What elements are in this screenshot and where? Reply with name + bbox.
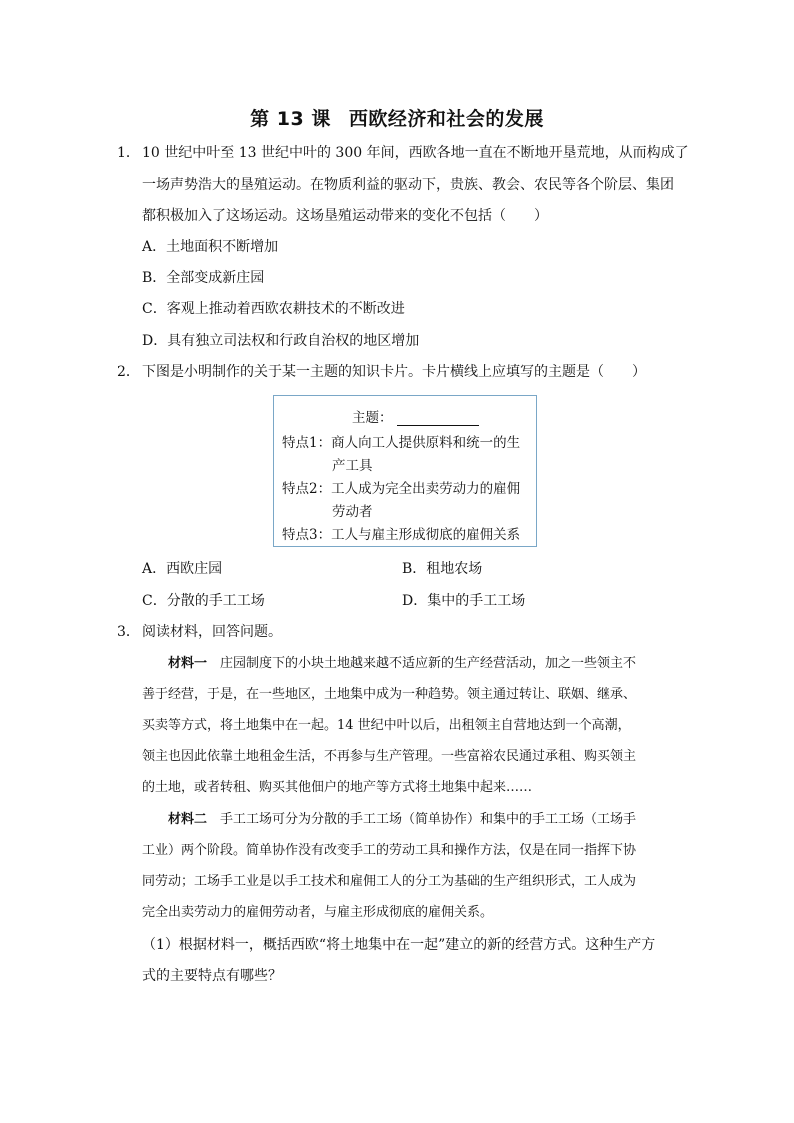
feature-text: 工人与雇主形成彻底的雇佣关系 [331, 527, 521, 543]
question-stem-line: 10 世纪中叶至 13 世纪中叶的 300 年间，西欧各地一直在不断地开垦荒地，从而构成了 [142, 145, 689, 161]
material-line: 买卖等方式，将土地集中在一起。14 世纪中叶以后，出租领主自营地达到一个高潮， [142, 718, 631, 733]
question-number: 3． [117, 624, 140, 640]
lesson-name: 西欧经济和社会的发展 [348, 108, 544, 130]
material-line: 工业）两个阶段。简单协作没有改变手工的劳动工具和操作方法，仅是在同一指挥下协 [142, 843, 637, 858]
feature-text: 劳动者 [332, 504, 373, 520]
feature-text: 商人向工人提供原料和统一的生 [331, 435, 521, 451]
option-a[interactable]: A．西欧庄园 [142, 561, 223, 577]
option-b[interactable]: B．全部变成新庄园 [142, 270, 265, 286]
feature-label: 特点3： [282, 527, 332, 543]
feature-text: 工人成为完全出卖劳动力的雇佣 [331, 481, 521, 497]
material-line: 善于经营，于是，在一些地区，土地集中成为一种趋势。领主通过转让、联姻、继承、 [142, 687, 637, 702]
material-line: 手工工场可分为分散的手工工场（简单协作）和集中的手工工场（工场手 [220, 812, 637, 827]
card-theme-row [352, 406, 479, 426]
knowledge-card [273, 395, 537, 547]
option-c[interactable]: C．分散的手工工场 [142, 593, 265, 609]
material-line: 的土地，或者转租、购买其他佃户的地产等方式将土地集中起来…… [142, 780, 533, 795]
material-line: 领主也因此依靠土地租金生活，不再参与生产管理。一些富裕农民通过承租、购买领主 [142, 749, 637, 764]
card-feature-3 [282, 523, 520, 543]
option-d[interactable]: D．具有独立司法权和行政自治权的地区增加 [142, 333, 420, 349]
card-theme-label: 主题： [352, 410, 393, 426]
option-c[interactable]: C．客观上推动着西欧农耕技术的不断改进 [142, 301, 405, 317]
question-number: 1． [117, 145, 140, 161]
card-feature-1 [282, 431, 520, 451]
material-line: 庄园制度下的小块土地越来越不适应新的生产经营活动，加之一些领主不 [220, 656, 637, 671]
lesson-number: 第 13 课 [250, 108, 331, 130]
question-stem-line: 下图是小明制作的关于某一主题的知识卡片。卡片横线上应填写的主题是（ ） [142, 364, 646, 380]
material-label: 材料二 [168, 812, 208, 827]
material-label: 材料一 [168, 656, 208, 671]
material-line: 完全出卖劳动力的雇佣劳动者，与雇主形成彻底的雇佣关系。 [142, 905, 494, 920]
question-stem-line: 都积极加入了这场运动。这场垦殖运动带来的变化不包括（ ） [142, 208, 548, 224]
feature-label: 特点1： [282, 435, 332, 451]
theme-blank [397, 411, 479, 426]
sub-question-line: （1）根据材料一，概括西欧“将土地集中在一起”建立的新的经营方式。这种生产方 [142, 937, 656, 953]
option-d[interactable]: D．集中的手工工场 [402, 593, 526, 609]
option-a[interactable]: A．土地面积不断增加 [142, 239, 279, 255]
page-title [0, 104, 794, 131]
question-stem-line: 阅读材料，回答问题。 [142, 624, 282, 640]
sub-question-line: 式的主要特点有哪些？ [142, 968, 282, 984]
question-number: 2． [117, 364, 140, 380]
question-stem-line: 一场声势浩大的垦殖运动。在物质利益的驱动下，贵族、教会、农民等各个阶层、集团 [142, 177, 674, 193]
material-line: 同劳动；工场手工业是以手工技术和雇佣工人的分工为基础的生产组织形式，工人成为 [142, 874, 637, 889]
option-b[interactable]: B．租地农场 [402, 561, 483, 577]
card-feature-2 [282, 477, 520, 497]
feature-label: 特点2： [282, 481, 332, 497]
feature-text: 产工具 [332, 458, 373, 474]
